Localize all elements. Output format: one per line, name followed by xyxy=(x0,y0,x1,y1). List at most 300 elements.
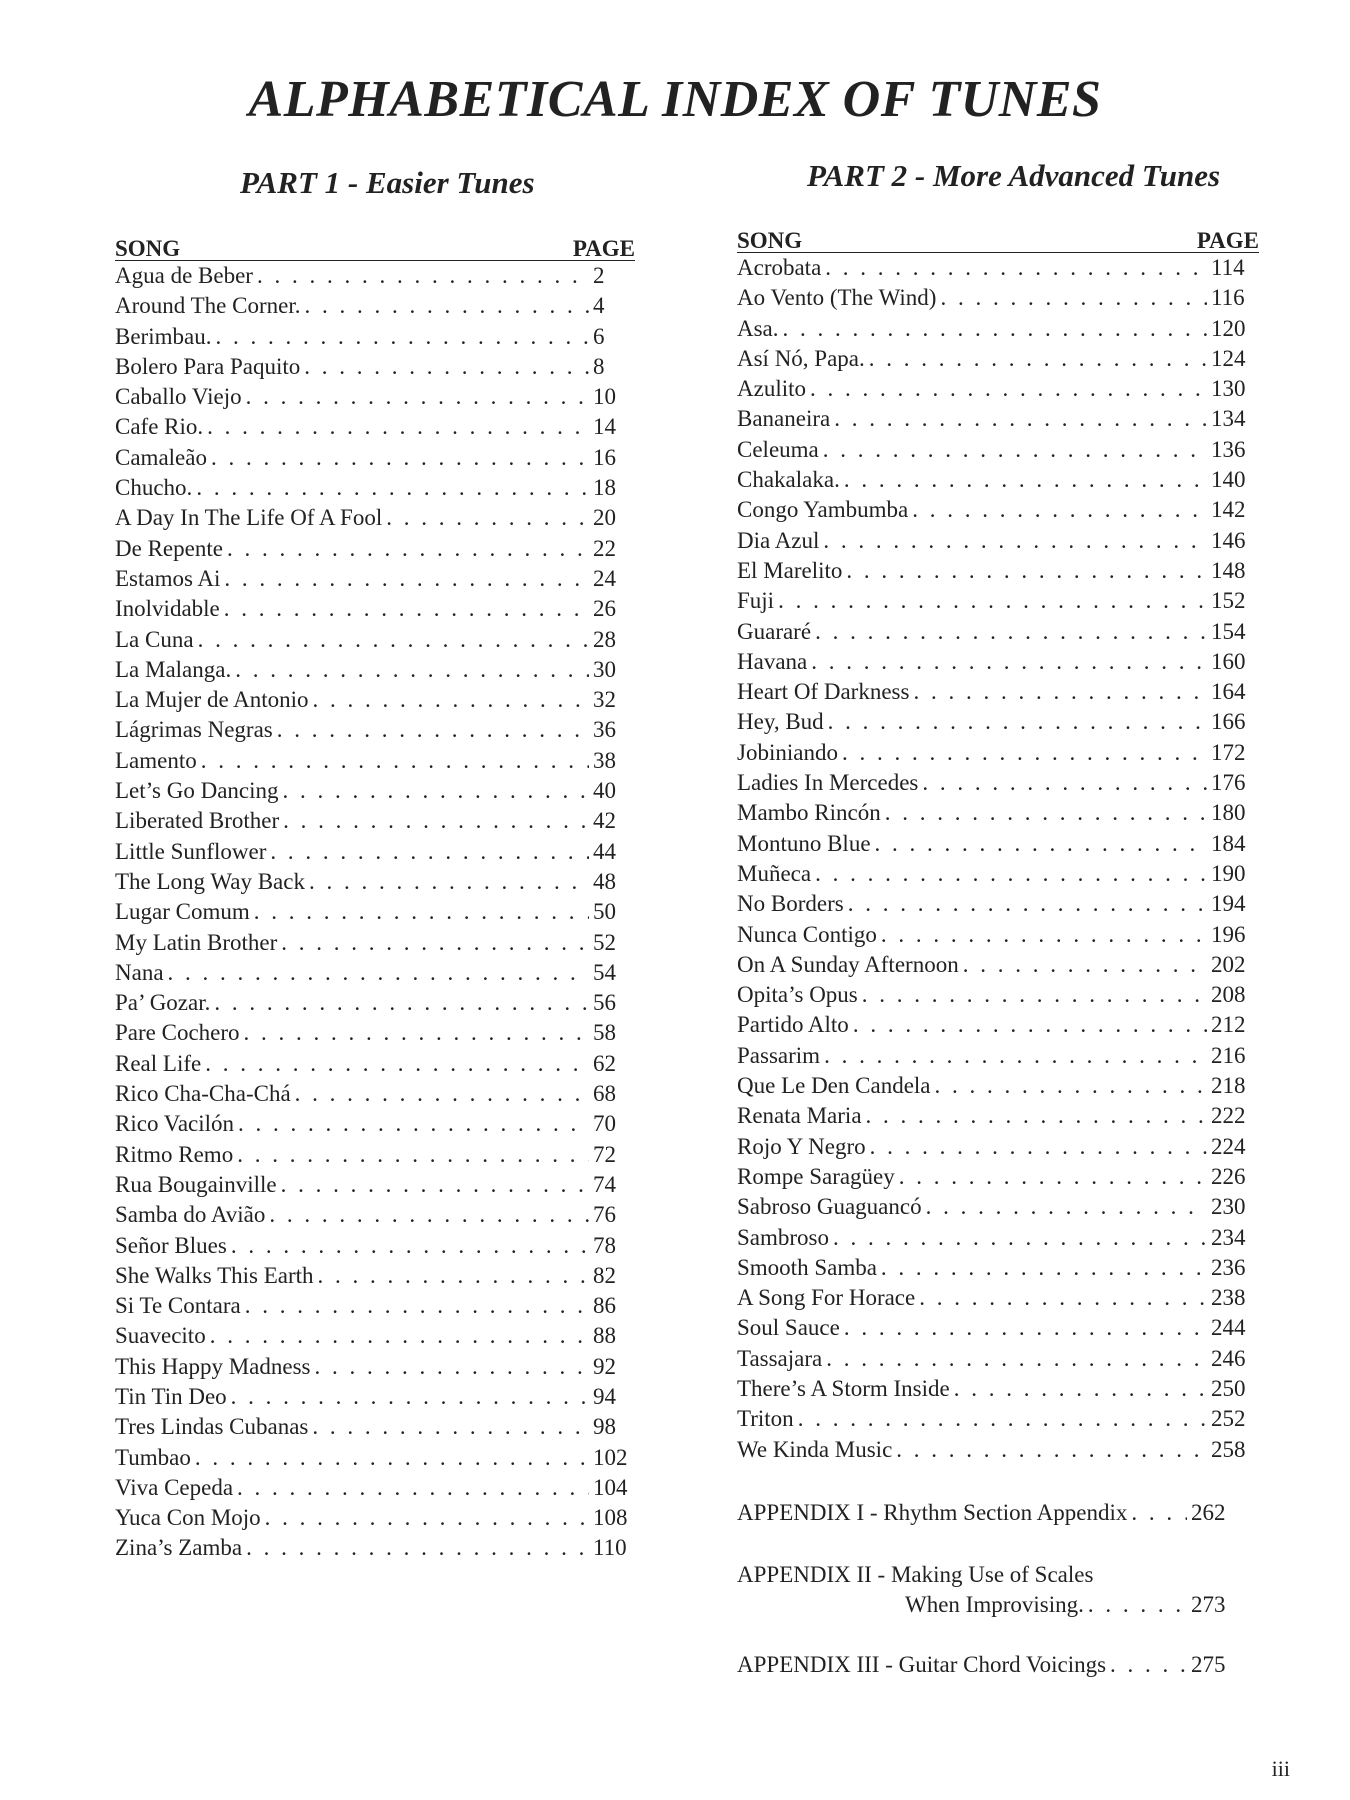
index-entry xyxy=(115,657,635,687)
dot-leader xyxy=(269,1202,589,1228)
page-ref: 250 xyxy=(1211,1375,1246,1401)
page-ref: 30 xyxy=(593,656,616,682)
song-title: Que Le Den Candela xyxy=(737,1073,931,1099)
dot-leader xyxy=(881,1255,1207,1281)
page-ref: 56 xyxy=(593,990,616,1016)
page-ref: 102 xyxy=(593,1444,628,1470)
appendix-label: APPENDIX III - Guitar Chord Voicings xyxy=(737,1652,1107,1677)
song-title: Yuca Con Mojo xyxy=(115,1505,261,1531)
appendix-label: APPENDIX I - Rhythm Section Appendix xyxy=(737,1500,1128,1525)
song-title: Celeuma xyxy=(737,436,819,462)
page-ref: 62 xyxy=(593,1050,616,1076)
page-ref: 152 xyxy=(1211,588,1246,614)
page-ref: 164 xyxy=(1211,679,1246,705)
page-ref: 32 xyxy=(593,687,616,713)
page-ref: 114 xyxy=(1211,255,1245,280)
dot-leader xyxy=(254,899,589,925)
page-ref: 8 xyxy=(593,353,605,379)
index-entry xyxy=(737,1043,1259,1073)
song-column-label: SONG xyxy=(115,236,181,261)
appendix-3-entry xyxy=(737,1652,1231,1682)
appendix-1-entry xyxy=(737,1500,1231,1530)
dot-leader xyxy=(257,263,589,289)
dot-leader xyxy=(815,619,1207,645)
dot-leader xyxy=(815,861,1207,887)
appendix-label: When Improvising. xyxy=(905,1592,1084,1617)
song-title: Dia Azul xyxy=(737,527,820,553)
song-title: Real Life xyxy=(115,1050,202,1076)
page-ref: 226 xyxy=(1211,1163,1246,1189)
page-ref: 58 xyxy=(593,1020,616,1046)
song-title: Estamos Ai xyxy=(115,565,221,591)
index-entry xyxy=(737,922,1259,952)
dot-leader xyxy=(783,316,1207,342)
song-title: Lamento xyxy=(115,747,197,773)
dot-leader xyxy=(277,717,589,743)
dot-leader xyxy=(833,1225,1207,1251)
dot-leader xyxy=(798,1406,1207,1432)
dot-leader xyxy=(312,1414,589,1440)
index-entry xyxy=(737,1073,1259,1103)
index-entry xyxy=(115,839,635,869)
song-title: Berimbau. xyxy=(115,323,212,349)
page-ref: 36 xyxy=(593,717,616,743)
dot-leader xyxy=(314,1354,589,1380)
index-entry xyxy=(115,1142,635,1172)
index-entry xyxy=(737,1134,1259,1164)
index-entry xyxy=(115,1323,635,1353)
index-entry xyxy=(115,808,635,838)
appendix-page: 275 xyxy=(1191,1652,1226,1677)
dot-leader xyxy=(246,1535,589,1561)
song-title: Chucho. xyxy=(115,475,193,501)
dot-leader xyxy=(935,1073,1207,1099)
page-column-label: PAGE xyxy=(572,236,635,261)
index-entry xyxy=(737,800,1259,830)
page-ref: 20 xyxy=(593,505,616,531)
song-title: Lugar Comum xyxy=(115,899,250,925)
page-ref: 42 xyxy=(593,808,616,834)
song-title: Rico Vacilón xyxy=(115,1111,235,1137)
dot-leader xyxy=(295,1081,589,1107)
dot-leader xyxy=(224,596,589,622)
dot-leader xyxy=(227,536,589,562)
page-ref: 246 xyxy=(1211,1345,1246,1371)
index-entry xyxy=(737,316,1259,346)
index-entry xyxy=(115,536,635,566)
dot-leader xyxy=(940,285,1207,311)
index-entry xyxy=(115,324,635,354)
dot-leader xyxy=(237,1475,589,1501)
index-entry xyxy=(737,1103,1259,1133)
song-title: My Latin Brother xyxy=(115,929,278,955)
song-title: Chakalaka. xyxy=(737,467,840,493)
index-entry xyxy=(115,1445,635,1475)
song-title: A Song For Horace xyxy=(737,1285,916,1311)
song-title: Smooth Samba xyxy=(737,1254,877,1280)
index-entry xyxy=(737,1164,1259,1194)
song-title: Liberated Brother xyxy=(115,808,280,834)
page-ref: 108 xyxy=(593,1505,628,1531)
dot-leader xyxy=(869,346,1207,372)
dot-leader xyxy=(195,1445,589,1471)
dot-leader xyxy=(168,960,589,986)
song-title: Nana xyxy=(115,959,164,985)
song-title: Inolvidable xyxy=(115,596,220,622)
index-entry xyxy=(115,930,635,960)
page-ref: 148 xyxy=(1211,557,1246,583)
dot-leader xyxy=(875,831,1207,857)
index-entry xyxy=(115,1354,635,1384)
song-title: On A Sunday Afternoon xyxy=(737,951,959,977)
song-column-label: SONG xyxy=(737,228,803,253)
page-ref: 230 xyxy=(1211,1194,1246,1220)
page-ref: 140 xyxy=(1211,467,1246,493)
index-entry xyxy=(115,1020,635,1050)
index-entry xyxy=(737,1255,1259,1285)
part1-index-column xyxy=(115,233,635,1566)
index-entry xyxy=(737,619,1259,649)
index-entry xyxy=(115,778,635,808)
dot-leader xyxy=(231,1233,589,1259)
index-entry xyxy=(737,467,1259,497)
page-ref: 82 xyxy=(593,1262,616,1288)
song-title: Asa. xyxy=(737,315,779,341)
page-ref: 26 xyxy=(593,596,616,622)
index-entry xyxy=(115,627,635,657)
song-title: Camaleão xyxy=(115,444,207,470)
dot-leader xyxy=(238,1111,589,1137)
page-ref: 68 xyxy=(593,1081,616,1107)
song-title: Rua Bougainville xyxy=(115,1171,277,1197)
dot-leader xyxy=(881,922,1207,948)
index-entry xyxy=(737,346,1259,376)
index-entry xyxy=(115,1172,635,1202)
page-ref: 110 xyxy=(593,1535,627,1561)
song-title: Pare Cochero xyxy=(115,1020,240,1046)
song-title: El Marelito xyxy=(737,557,843,583)
dot-leader xyxy=(1088,1592,1187,1618)
index-entry xyxy=(115,960,635,990)
part2-column-header xyxy=(737,225,1259,253)
index-entry xyxy=(737,952,1259,982)
dot-leader xyxy=(224,566,589,592)
dot-leader xyxy=(265,1505,589,1531)
index-entry xyxy=(737,558,1259,588)
page-ref: 208 xyxy=(1211,982,1246,1008)
song-title: Suavecito xyxy=(115,1323,206,1349)
page-ref: 50 xyxy=(593,899,616,925)
part2-entry-list xyxy=(737,255,1259,1467)
dot-leader xyxy=(848,891,1207,917)
dot-leader xyxy=(842,740,1207,766)
song-title: No Borders xyxy=(737,891,844,917)
dot-leader xyxy=(963,952,1207,978)
dot-leader xyxy=(281,1172,589,1198)
page-ref: 28 xyxy=(593,626,616,652)
dot-leader xyxy=(215,324,589,350)
index-entry xyxy=(115,505,635,535)
index-entry xyxy=(115,1263,635,1293)
dot-leader xyxy=(309,869,589,895)
dot-leader xyxy=(283,778,589,804)
dot-leader xyxy=(844,1315,1207,1341)
song-title: Señor Blues xyxy=(115,1232,227,1258)
dot-leader xyxy=(885,800,1207,826)
dot-leader xyxy=(826,1346,1207,1372)
dot-leader xyxy=(304,293,589,319)
page-ref: 236 xyxy=(1211,1254,1246,1280)
index-entry xyxy=(115,566,635,596)
dot-leader xyxy=(244,1020,589,1046)
song-title: We Kinda Music xyxy=(737,1436,893,1462)
index-entry xyxy=(737,1194,1259,1224)
page-ref: 116 xyxy=(1211,285,1245,311)
index-entry xyxy=(115,1384,635,1414)
dot-leader xyxy=(205,1051,589,1077)
index-entry xyxy=(737,861,1259,891)
song-title: Azulito xyxy=(737,376,806,402)
index-entry xyxy=(115,1414,635,1444)
dot-leader xyxy=(870,1134,1207,1160)
song-title: Opita’s Opus xyxy=(737,982,858,1008)
index-entry xyxy=(115,1202,635,1232)
song-title: Passarim xyxy=(737,1042,821,1068)
song-title: Triton xyxy=(737,1406,794,1432)
song-title: Rompe Saragüey xyxy=(737,1163,895,1189)
index-entry xyxy=(115,263,635,293)
song-title: Tassajara xyxy=(737,1345,823,1371)
index-entry xyxy=(115,293,635,323)
appendix-page: 262 xyxy=(1191,1500,1226,1525)
page-ref: 72 xyxy=(593,1141,616,1167)
dot-leader xyxy=(896,1437,1207,1463)
index-entry xyxy=(737,588,1259,618)
song-title: Soul Sauce xyxy=(737,1315,840,1341)
page-ref: 6 xyxy=(593,323,605,349)
page-ref: 4 xyxy=(593,293,605,319)
page-ref: 166 xyxy=(1211,709,1246,735)
dot-leader xyxy=(778,588,1207,614)
song-title: Si Te Contara xyxy=(115,1293,241,1319)
dot-leader xyxy=(810,376,1207,402)
song-title: The Long Way Back xyxy=(115,868,305,894)
song-title: Heart Of Darkness xyxy=(737,679,910,705)
index-entry xyxy=(737,497,1259,527)
page-ref: 142 xyxy=(1211,497,1246,523)
song-title: Lágrimas Negras xyxy=(115,717,273,743)
index-entry xyxy=(115,596,635,626)
page-ref: 24 xyxy=(593,565,616,591)
page-ref: 70 xyxy=(593,1111,616,1137)
song-title: Bananeira xyxy=(737,406,831,432)
dot-leader xyxy=(811,649,1207,675)
page-ref: 78 xyxy=(593,1232,616,1258)
index-entry xyxy=(737,406,1259,436)
dot-leader xyxy=(1110,1652,1187,1678)
dot-leader xyxy=(866,1103,1207,1129)
index-entry xyxy=(737,255,1259,285)
song-title: Little Sunflower xyxy=(115,838,267,864)
part1-column-header xyxy=(115,233,635,261)
dot-leader xyxy=(844,467,1207,493)
page-ref: 184 xyxy=(1211,830,1246,856)
song-title: Pa’ Gozar. xyxy=(115,990,211,1016)
song-title: Fuji xyxy=(737,588,775,614)
page-column-label: PAGE xyxy=(1196,228,1259,253)
page-ref: 124 xyxy=(1211,345,1246,371)
page-ref: 2 xyxy=(593,263,605,288)
index-entry xyxy=(737,285,1259,315)
dot-leader xyxy=(828,709,1207,735)
song-title: Ladies In Mercedes xyxy=(737,770,919,796)
page-ref: 40 xyxy=(593,778,616,804)
page-ref: 14 xyxy=(593,414,616,440)
index-entry xyxy=(737,740,1259,770)
dot-leader xyxy=(926,1194,1207,1220)
page-ref: 120 xyxy=(1211,315,1246,341)
song-title: Tin Tin Deo xyxy=(115,1383,227,1409)
dot-leader xyxy=(245,1293,589,1319)
dot-leader xyxy=(834,406,1207,432)
page-ref: 238 xyxy=(1211,1285,1246,1311)
dot-leader xyxy=(846,558,1207,584)
dot-leader xyxy=(196,475,589,501)
dot-leader xyxy=(824,1043,1207,1069)
index-entry xyxy=(115,1081,635,1111)
page-ref: 202 xyxy=(1211,951,1246,977)
page-ref: 222 xyxy=(1211,1103,1246,1129)
song-title: Acrobata xyxy=(737,255,822,280)
dot-leader xyxy=(201,748,589,774)
dot-leader xyxy=(825,255,1207,281)
page-ref: 194 xyxy=(1211,891,1246,917)
index-entry xyxy=(115,354,635,384)
index-entry xyxy=(737,528,1259,558)
index-entry xyxy=(115,1051,635,1081)
page-ref: 76 xyxy=(593,1202,616,1228)
song-title: Agua de Beber xyxy=(115,263,253,288)
page-ref: 54 xyxy=(593,959,616,985)
dot-leader xyxy=(198,627,589,653)
song-title: Rico Cha-Cha-Chá xyxy=(115,1081,291,1107)
dot-leader xyxy=(235,657,589,683)
dot-leader xyxy=(919,1285,1207,1311)
song-title: Jobiniando xyxy=(737,739,838,765)
song-title: Around The Corner. xyxy=(115,293,301,319)
index-entry xyxy=(115,1535,635,1565)
part1-entry-list xyxy=(115,263,635,1566)
page-ref: 134 xyxy=(1211,406,1246,432)
song-title: Sambroso xyxy=(737,1224,829,1250)
dot-leader xyxy=(386,505,589,531)
appendix-page: 273 xyxy=(1191,1592,1226,1617)
page-ref: 176 xyxy=(1211,770,1246,796)
song-title: Caballo Viejo xyxy=(115,384,242,410)
page-ref: 88 xyxy=(593,1323,616,1349)
page-ref: 10 xyxy=(593,384,616,410)
dot-leader xyxy=(283,808,589,834)
index-entry xyxy=(737,1285,1259,1315)
song-title: Congo Yambumba xyxy=(737,497,909,523)
page-ref: 180 xyxy=(1211,800,1246,826)
part2-heading: PART 2 - More Advanced Tunes xyxy=(807,158,1221,193)
page-ref: 130 xyxy=(1211,376,1246,402)
index-entry xyxy=(737,376,1259,406)
song-title: Muñeca xyxy=(737,860,812,886)
page-ref: 18 xyxy=(593,475,616,501)
index-entry xyxy=(737,770,1259,800)
dot-leader xyxy=(207,414,589,440)
dot-leader xyxy=(246,384,589,410)
index-entry xyxy=(115,899,635,929)
index-entry xyxy=(115,869,635,899)
song-title: La Cuna xyxy=(115,626,194,652)
page-title: ALPHABETICAL INDEX OF TUNES xyxy=(248,71,1102,128)
song-title: Hey, Bud xyxy=(737,709,824,735)
page-number: iii xyxy=(1271,1756,1290,1781)
page-ref: 258 xyxy=(1211,1436,1246,1462)
page-ref: 38 xyxy=(593,747,616,773)
index-entry xyxy=(115,384,635,414)
index-entry xyxy=(115,1293,635,1323)
index-entry xyxy=(737,1376,1259,1406)
index-entry xyxy=(115,748,635,778)
dot-leader xyxy=(853,1012,1207,1038)
song-title: A Day In The Life Of A Fool xyxy=(115,505,383,531)
index-entry xyxy=(737,1225,1259,1255)
index-entry xyxy=(115,475,635,505)
song-title: Tumbao xyxy=(115,1444,191,1470)
index-entry xyxy=(737,1012,1259,1042)
page-ref: 98 xyxy=(593,1414,616,1440)
page-ref: 190 xyxy=(1211,860,1246,886)
song-title: Renata Maria xyxy=(737,1103,862,1129)
page-ref: 86 xyxy=(593,1293,616,1319)
index-entry xyxy=(737,649,1259,679)
index-entry xyxy=(115,990,635,1020)
song-title: Ao Vento (The Wind) xyxy=(737,285,937,311)
song-title: Sabroso Guaguancó xyxy=(737,1194,922,1220)
page-ref: 74 xyxy=(593,1171,616,1197)
index-entry xyxy=(115,717,635,747)
page-ref: 224 xyxy=(1211,1133,1246,1159)
dot-leader xyxy=(211,445,589,471)
song-title: De Repente xyxy=(115,535,223,561)
song-title: This Happy Madness xyxy=(115,1353,311,1379)
page-ref: 234 xyxy=(1211,1224,1246,1250)
song-title: La Malanga. xyxy=(115,656,232,682)
page-ref: 22 xyxy=(593,535,616,561)
song-title: Samba do Avião xyxy=(115,1202,266,1228)
song-title: Nunca Contigo xyxy=(737,921,877,947)
song-title: Montuno Blue xyxy=(737,830,871,856)
dot-leader xyxy=(954,1376,1207,1402)
dot-leader xyxy=(214,990,589,1016)
index-entry xyxy=(737,1437,1259,1467)
page-ref: 244 xyxy=(1211,1315,1246,1341)
page-ref: 172 xyxy=(1211,739,1246,765)
dot-leader xyxy=(922,770,1207,796)
song-title: Guararé xyxy=(737,618,812,644)
dot-leader xyxy=(318,1263,589,1289)
song-title: There’s A Storm Inside xyxy=(737,1375,950,1401)
page-ref: 94 xyxy=(593,1383,616,1409)
page-ref: 196 xyxy=(1211,921,1246,947)
song-title: Havana xyxy=(737,648,808,674)
index-entry xyxy=(115,414,635,444)
page-ref: 160 xyxy=(1211,648,1246,674)
